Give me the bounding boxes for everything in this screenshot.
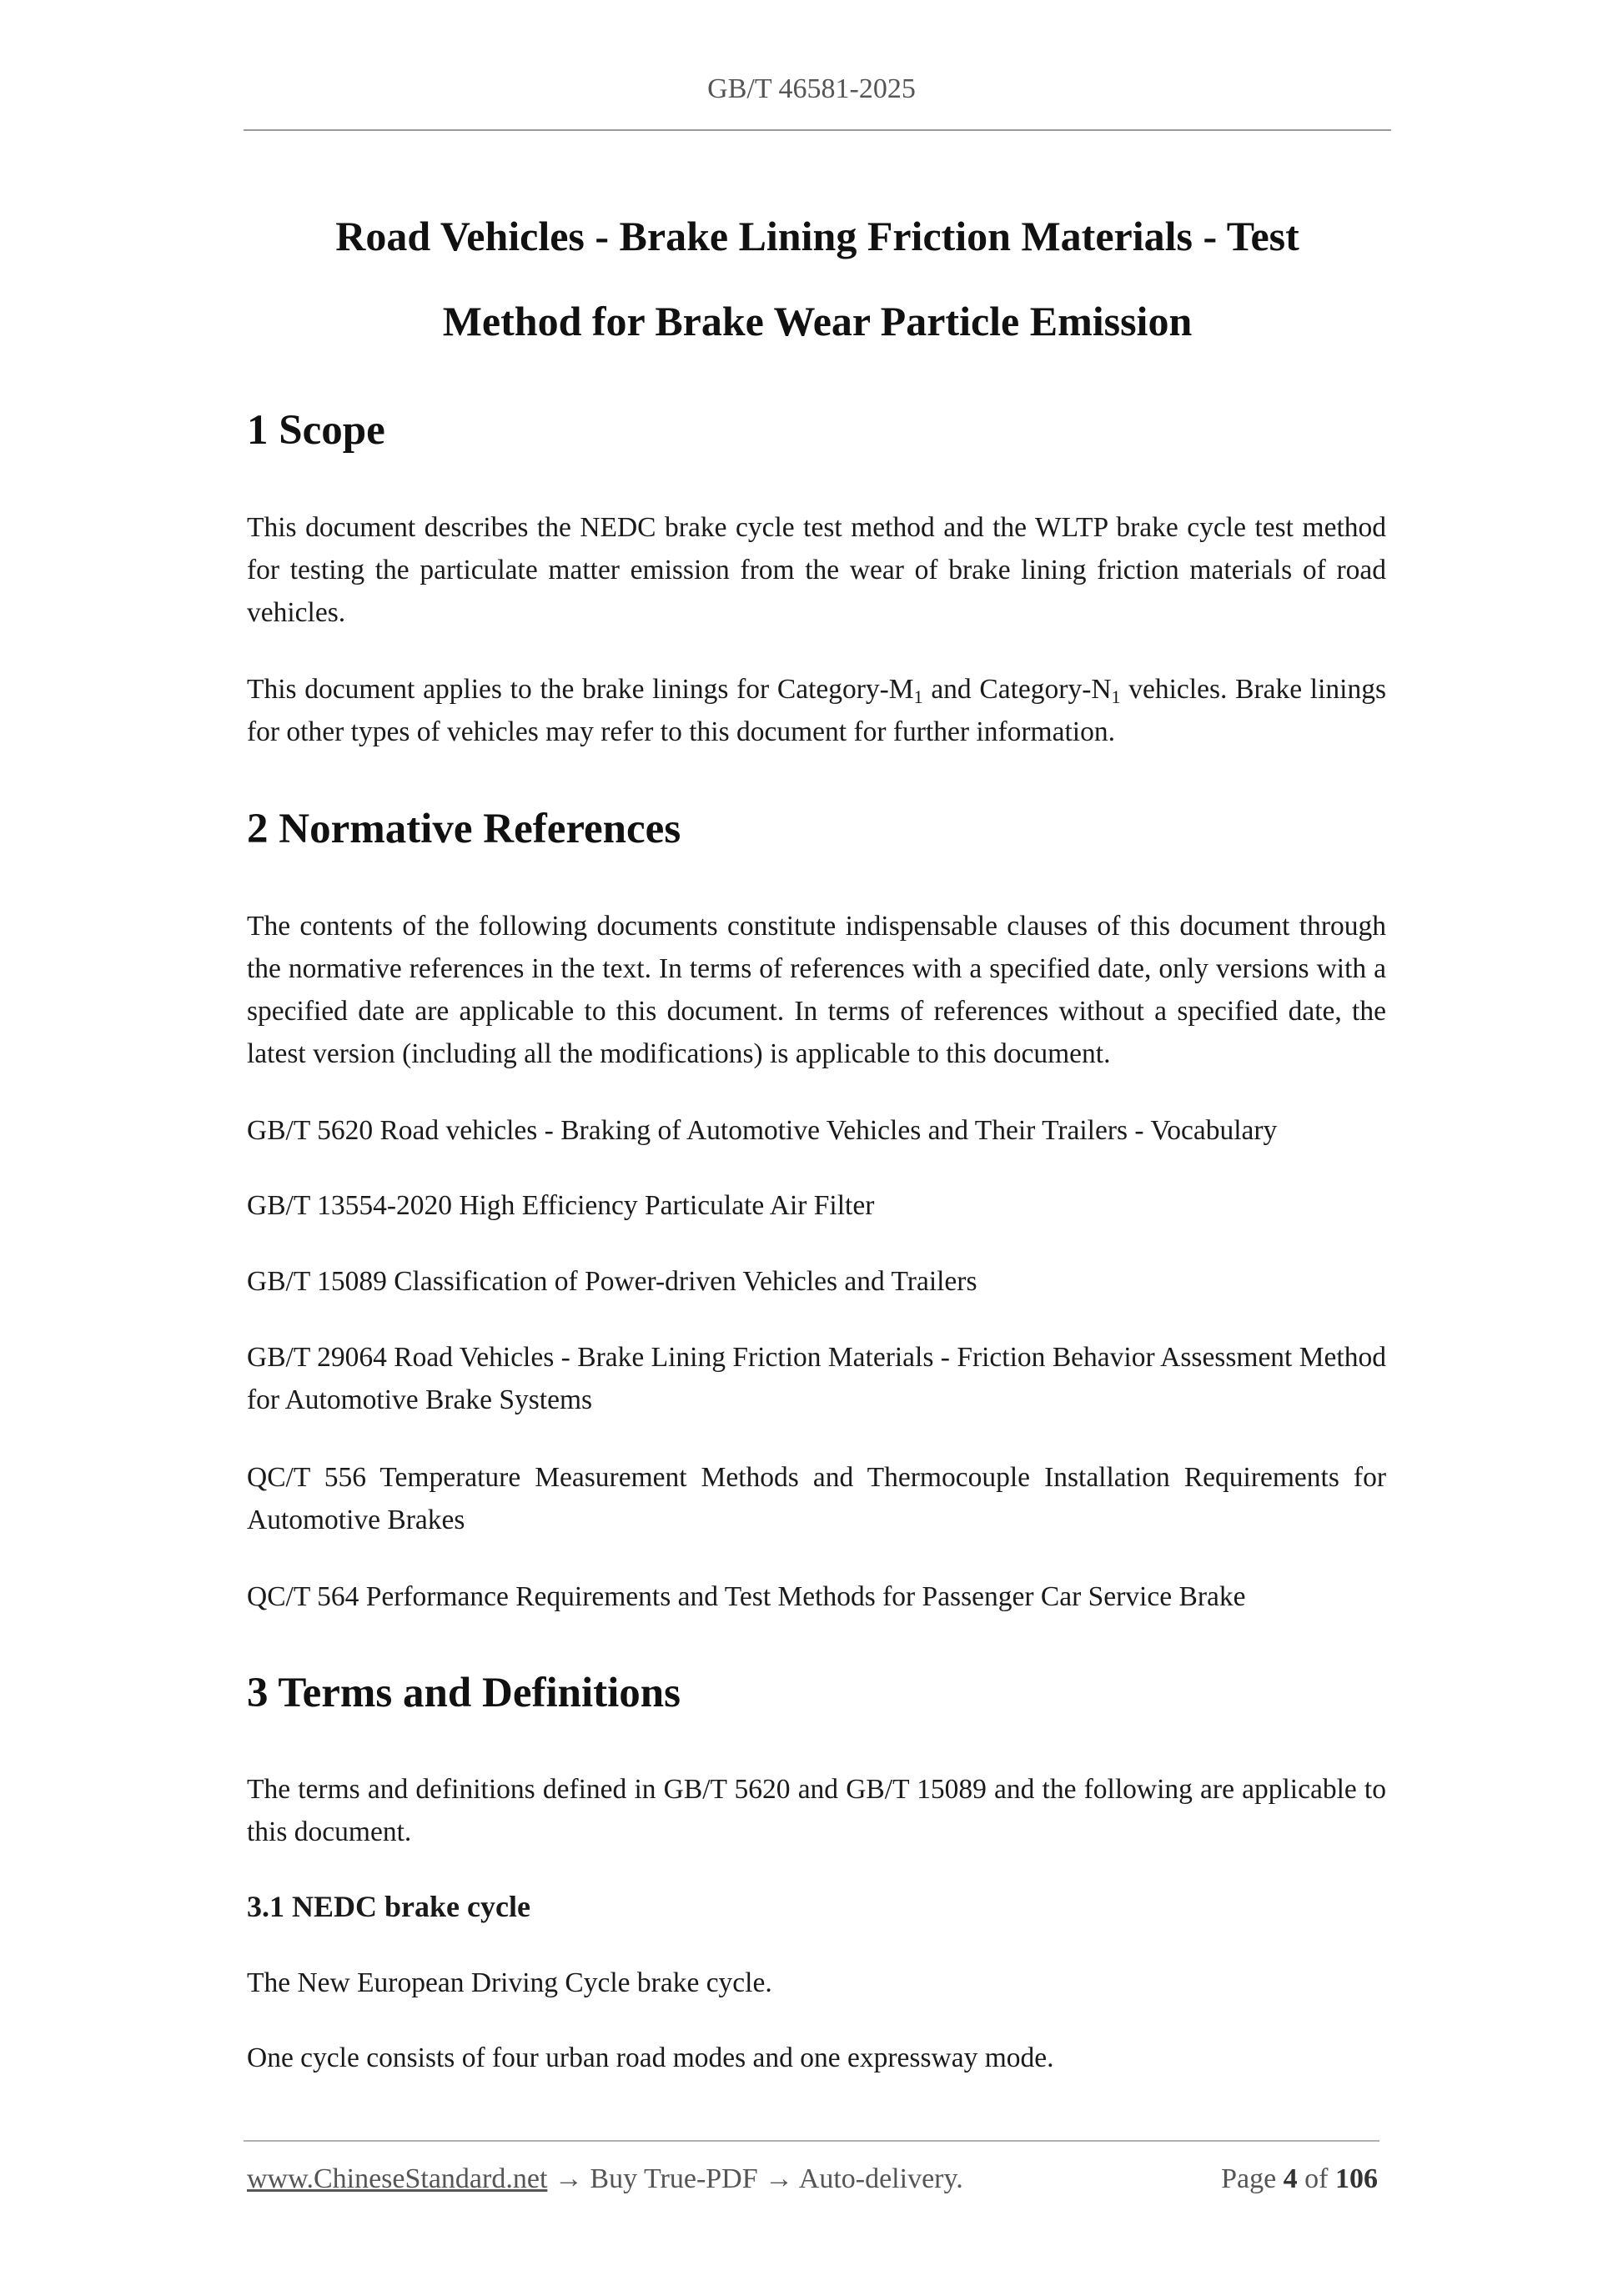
reference-item: QC/T 556 Temperature Measurement Methods and Thermocouple Installation Requirements for Automotive Brakes bbox=[247, 1462, 1386, 1535]
nedc-definition-paragraph: The New European Driving Cycle brake cycle. bbox=[247, 1967, 772, 1998]
subsection-heading-nedc: 3.1 NEDC brake cycle bbox=[247, 1890, 530, 1923]
site-link[interactable]: www.ChineseStandard.net bbox=[247, 2163, 548, 2194]
header-divider bbox=[244, 129, 1391, 131]
nedc-cycle-paragraph: One cycle consists of four urban road modes and one expressway mode. bbox=[247, 2042, 1054, 2073]
scope-paragraph-2 bbox=[247, 668, 1386, 753]
scope-paragraph-1: This document describes the NEDC brake cycle test method and the WLTP brake cycle test method for testing the particulate matter emission from the wear of brake lining friction materials of road vehicles. bbox=[247, 512, 1386, 628]
references-intro-paragraph: The contents of the following documents constitute indispensable clauses of this document through the normative references in the text. In terms of references with a specified date, only versions with a specified date are applicable to this document. In terms of references without a specified date, the latest version (including all the modifications) is applicable to this document. bbox=[247, 911, 1386, 1069]
of-label: of bbox=[1304, 2163, 1329, 2194]
section-heading-scope: 1 Scope bbox=[247, 407, 385, 454]
section-heading-normative-references: 2 Normative References bbox=[247, 806, 681, 852]
reference-item: GB/T 5620 Road vehicles - Braking of Automotive Vehicles and Their Trailers - Vocabulary bbox=[247, 1115, 1278, 1146]
section-heading-terms-definitions: 3 Terms and Definitions bbox=[247, 1670, 681, 1716]
page-label: Page bbox=[1221, 2163, 1277, 2194]
header-document-code: GB/T 46581-2025 bbox=[707, 73, 916, 104]
reference-item: QC/T 564 Performance Requirements and Test Methods for Passenger Car Service Brake bbox=[247, 1581, 1246, 1612]
footer-buy-text: Buy True-PDF bbox=[582, 2163, 766, 2194]
current-page-number: 4 bbox=[1283, 2163, 1298, 2194]
terms-intro-paragraph: The terms and definitions defined in GB/T 5620 and GB/T 15089 and the following are applicable to this document. bbox=[247, 1774, 1386, 1847]
scope-paragraph-2-part-c: vehicles. Brake linings for other types of vehicles may refer to this document for further information. bbox=[247, 674, 1387, 747]
reference-item: GB/T 13554-2020 High Efficiency Particulate Air Filter bbox=[247, 1190, 875, 1221]
document-title-line1: Road Vehicles - Brake Lining Friction Materials - Test bbox=[335, 213, 1299, 259]
arrow-right-icon: → bbox=[554, 2163, 583, 2194]
scope-paragraph-2-part-b: and Category-N bbox=[922, 674, 1112, 705]
footer-delivery-text: Auto-delivery. bbox=[793, 2163, 963, 2194]
document-title bbox=[244, 193, 1391, 364]
footer-divider bbox=[244, 2140, 1379, 2142]
reference-item: GB/T 29064 Road Vehicles - Brake Lining Friction Materials - Friction Behavior Assessment Method for Automotive Brake Systems bbox=[247, 1342, 1386, 1415]
arrow-right-icon: → bbox=[765, 2163, 794, 2194]
page-indicator bbox=[1221, 2163, 1378, 2195]
scope-paragraph-2-part-a: This document applies to the brake linings for Category-M bbox=[247, 674, 914, 705]
subscript-1: 1 bbox=[913, 686, 923, 707]
total-pages-number: 106 bbox=[1335, 2163, 1378, 2194]
reference-item: GB/T 15089 Classification of Power-driven Vehicles and Trailers bbox=[247, 1266, 977, 1297]
document-title-line2: Method for Brake Wear Particle Emission bbox=[442, 298, 1193, 344]
footer-promo bbox=[247, 2163, 963, 2195]
subscript-1: 1 bbox=[1111, 686, 1121, 707]
